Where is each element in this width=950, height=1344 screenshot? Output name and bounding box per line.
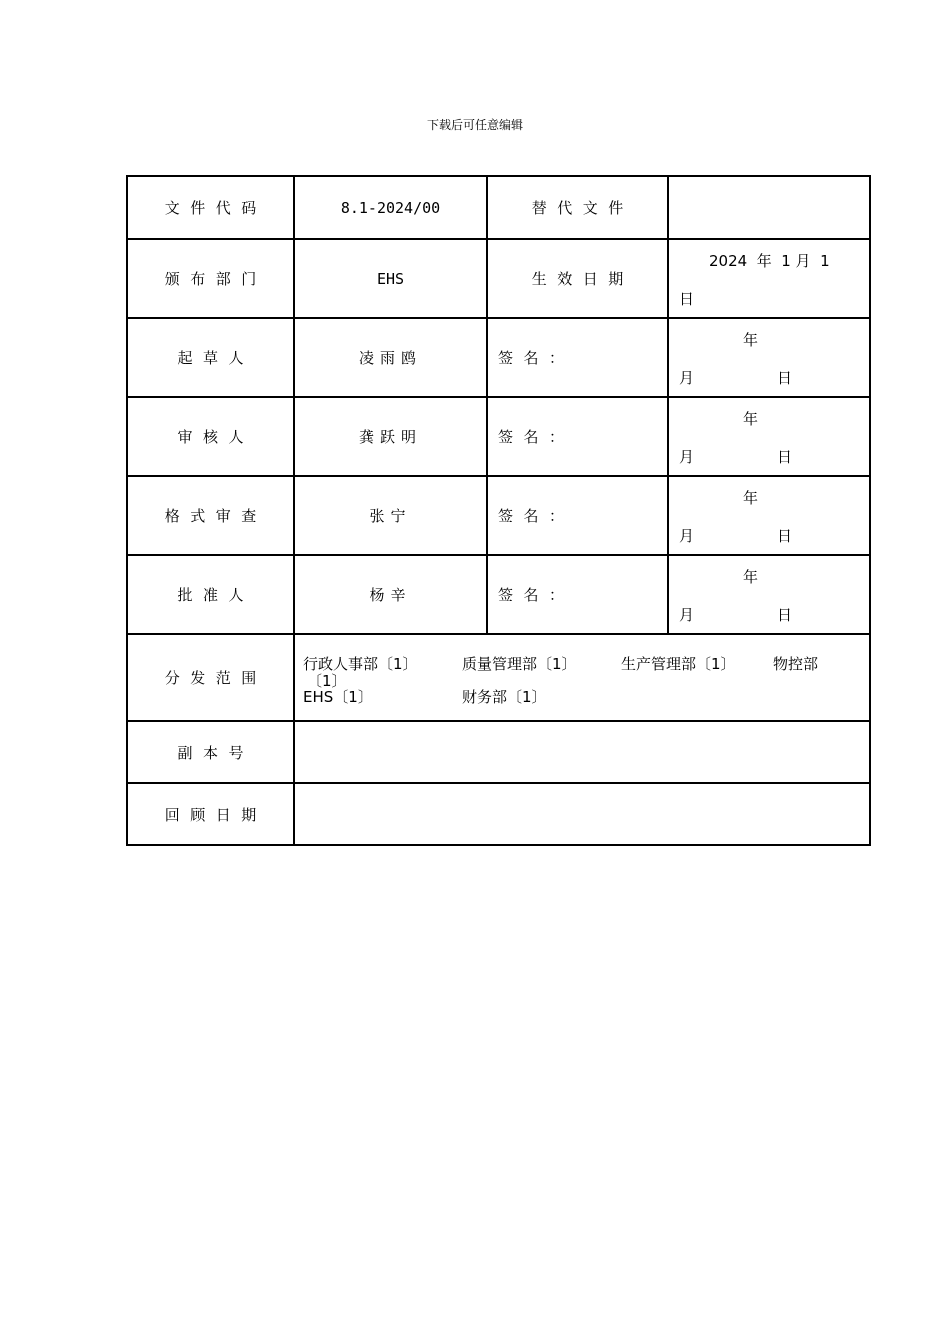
distribution-list xyxy=(294,634,870,721)
approver-label: 批准人 xyxy=(127,555,294,634)
review-date-value xyxy=(294,783,870,845)
replaced-file-value xyxy=(668,176,870,239)
approver-year: 年 xyxy=(743,568,759,586)
reviewer-month: 月 xyxy=(679,448,695,466)
row-issue-dept xyxy=(127,239,870,318)
distribution-item: 行政人事部〔1〕 xyxy=(303,655,418,673)
drafter-label: 起草人 xyxy=(127,318,294,397)
copy-no-label: 副本号 xyxy=(127,721,294,783)
effective-date-label: 生效日期 xyxy=(487,239,668,318)
effective-date-value xyxy=(668,239,870,318)
row-drafter xyxy=(127,318,870,397)
format-check-signature: 签名： xyxy=(487,476,668,555)
file-code-value: 8.1-2024/00 xyxy=(294,176,487,239)
distribution-item: 生产管理部〔1〕 xyxy=(621,655,736,673)
issue-dept-value: EHS xyxy=(294,239,487,318)
document-control-table xyxy=(126,175,871,846)
format-check-year: 年 xyxy=(743,489,759,507)
row-file-code xyxy=(127,176,870,239)
effective-date-line1: 2024 年 1 月 1 xyxy=(709,252,830,270)
effective-date-line2: 日 xyxy=(679,290,695,308)
reviewer-signature: 签名： xyxy=(487,397,668,476)
approver-day: 日 xyxy=(777,606,793,624)
header-note: 下载后可任意编辑 xyxy=(426,118,523,132)
file-code-label: 文件代码 xyxy=(127,176,294,239)
drafter-year: 年 xyxy=(743,331,759,349)
reviewer-date xyxy=(668,397,870,476)
row-distribution xyxy=(127,634,870,721)
approver-signature: 签名： xyxy=(487,555,668,634)
distribution-item: 财务部〔1〕 xyxy=(462,688,547,706)
row-review-date xyxy=(127,783,870,845)
reviewer-label: 审核人 xyxy=(127,397,294,476)
row-reviewer xyxy=(127,397,870,476)
drafter-date xyxy=(668,318,870,397)
approver-date xyxy=(668,555,870,634)
distribution-item: 质量管理部〔1〕 xyxy=(462,655,577,673)
format-check-date xyxy=(668,476,870,555)
row-copy-no xyxy=(127,721,870,783)
distribution-item: EHS〔1〕 xyxy=(303,688,373,706)
issue-dept-label: 颁布部门 xyxy=(127,239,294,318)
drafter-signature: 签名： xyxy=(487,318,668,397)
row-format-check xyxy=(127,476,870,555)
approver-month: 月 xyxy=(679,606,695,624)
replaced-file-label: 替代文件 xyxy=(487,176,668,239)
drafter-day: 日 xyxy=(777,369,793,387)
copy-no-value xyxy=(294,721,870,783)
format-check-day: 日 xyxy=(777,527,793,545)
format-check-label: 格式审查 xyxy=(127,476,294,555)
distribution-item: 物控部 xyxy=(773,655,819,673)
distribution-item: 〔1〕 xyxy=(307,672,347,690)
drafter-month: 月 xyxy=(679,369,695,387)
reviewer-name: 龚跃明 xyxy=(294,397,487,476)
reviewer-day: 日 xyxy=(777,448,793,466)
drafter-name: 凌雨鸥 xyxy=(294,318,487,397)
distribution-label: 分发范围 xyxy=(127,634,294,721)
review-date-label: 回顾日期 xyxy=(127,783,294,845)
reviewer-year: 年 xyxy=(743,410,759,428)
format-check-month: 月 xyxy=(679,527,695,545)
format-check-name: 张宁 xyxy=(294,476,487,555)
approver-name: 杨辛 xyxy=(294,555,487,634)
row-approver xyxy=(127,555,870,634)
